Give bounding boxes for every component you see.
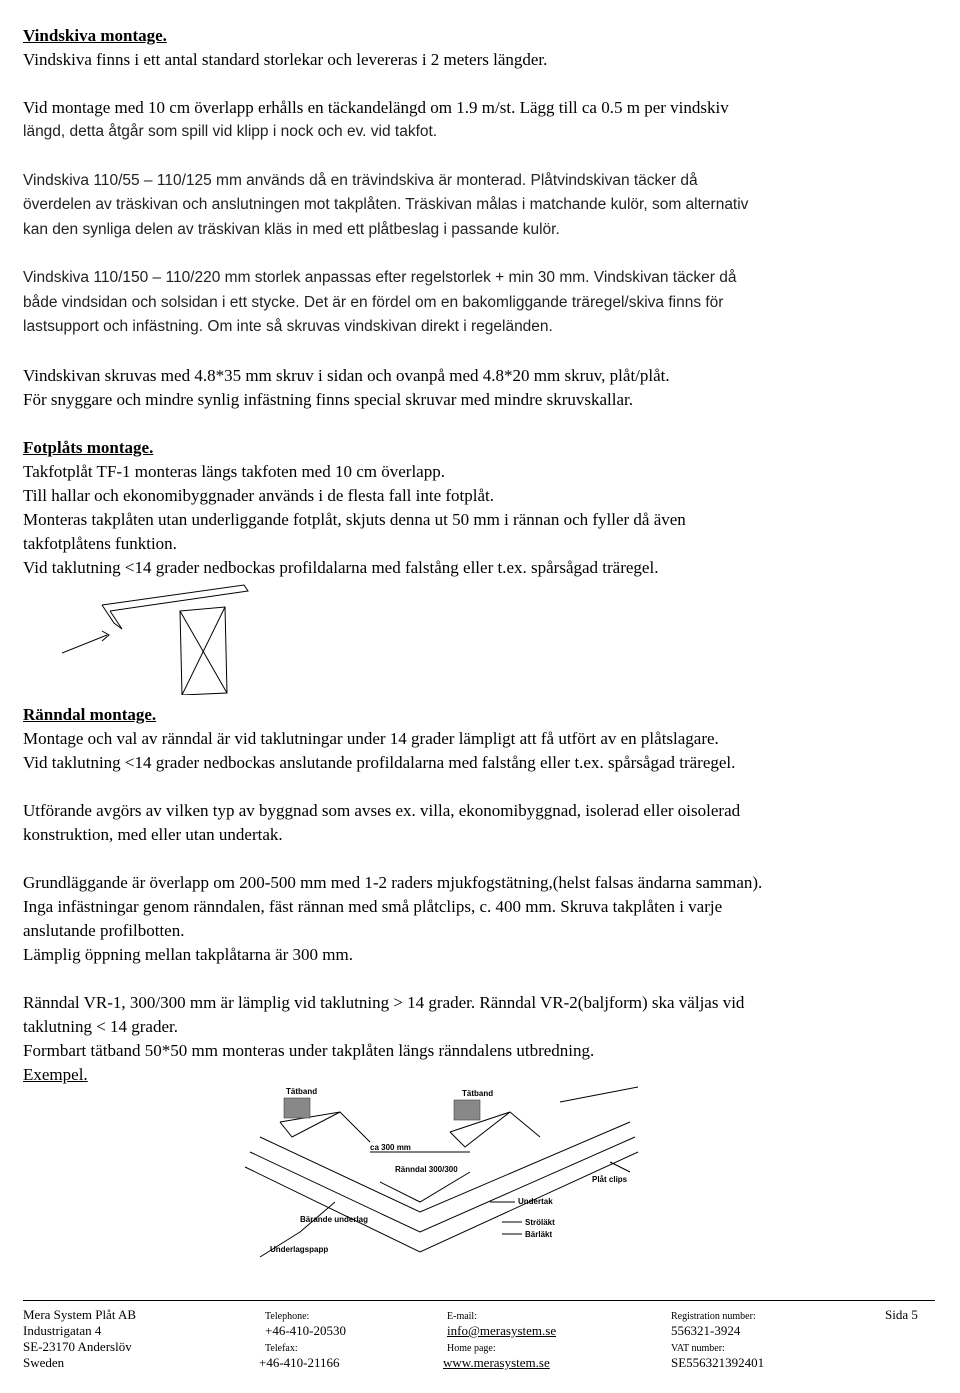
label-barlakt: Bärläkt xyxy=(525,1230,553,1239)
ranndal-section xyxy=(23,703,938,1087)
vat-number: SE556321392401 xyxy=(671,1355,765,1370)
label-ca300: ca 300 mm xyxy=(370,1143,411,1152)
label-ranndal: Ränndal 300/300 xyxy=(395,1165,458,1174)
postal: SE-23170 Anderslöv xyxy=(23,1339,132,1354)
paragraph: Utförande avgörs av vilken typ av byggnad som avses ex. villa, ekonomibyggnad, isolerad eller oisolerad xyxy=(23,801,741,820)
paragraph: Monteras takplåten utan underliggande fotplåt, skjuts denna ut 50 mm i rännan och fyller då även xyxy=(23,509,686,529)
homepage-link[interactable]: www.merasystem.se xyxy=(443,1355,550,1370)
page-number: Sida 5 xyxy=(885,1307,918,1322)
paragraph: Vid taklutning <14 grader nedbockas profildalarna med falstång eller t.ex. spårsågad träregel. xyxy=(23,557,659,577)
label-platclips: Plåt clips xyxy=(592,1175,628,1184)
label-underlagspapp: Underlagspapp xyxy=(270,1245,329,1254)
paragraph: Vindskiva finns i ett antal standard storlekar och levereras i 2 meters längder. xyxy=(23,50,548,69)
label-undertak: Undertak xyxy=(518,1197,553,1206)
paragraph: Vid montage med 10 cm överlapp erhålls en täckandelängd om 1.9 m/st. Lägg till ca 0.5 m per vindskiv xyxy=(23,98,729,117)
label-strolakt: Ströläkt xyxy=(525,1218,555,1227)
paragraph: lastsupport och infästning. Om inte så skruvas vindskivan direkt i regeländen. xyxy=(23,318,553,335)
heading-fotplat: Fotplåts montage. xyxy=(23,437,154,457)
document-body xyxy=(23,24,938,580)
paragraph: För snyggare och mindre synlig infästning finns special skruvar med mindre skruvskallar. xyxy=(23,389,633,409)
paragraph: Lämplig öppning mellan takplåtarna är 300 mm. xyxy=(23,945,353,964)
telephone-label: Telephone: xyxy=(265,1311,310,1322)
paragraph: längd, detta åtgår som spill vid klipp i nock och ev. vid takfot. xyxy=(23,123,438,140)
heading-ranndal: Ränndal montage. xyxy=(23,705,157,724)
paragraph: Till hallar och ekonomibyggnader används i de flesta fall inte fotplåt. xyxy=(23,485,495,505)
telephone: +46-410-20530 xyxy=(265,1323,346,1338)
paragraph: kan den synliga delen av träskivan kläs in med ett plåtbeslag i passande kulör. xyxy=(23,220,560,238)
paragraph: taklutning < 14 grader. xyxy=(23,1017,179,1036)
paragraph: Vindskiva 110/55 – 110/125 mm används då en trävindskiva är monterad. Plåtvindskivan täcker då xyxy=(23,171,698,189)
page-footer xyxy=(23,1300,935,1371)
paragraph: Ränndal VR-1, 300/300 mm är lämplig vid taklutning > 14 grader. Ränndal VR-2(baljform) ska väljas vid xyxy=(23,993,745,1012)
ranndal-diagram xyxy=(240,1082,640,1258)
registration-number: 556321-3924 xyxy=(671,1323,741,1338)
paragraph: takfotplåtens funktion. xyxy=(23,533,177,553)
paragraph: överdelen av träskivan och anslutningen mot takplåten. Träskivan målas i matchande kulör, som alternativ xyxy=(23,196,749,213)
telefax-label: Telefax: xyxy=(265,1343,298,1354)
paragraph: Vindskivan skruvas med 4.8*35 mm skruv i sidan och ovanpå med 4.8*20 mm skruv, plåt/plåt. xyxy=(23,365,670,385)
vat-label: VAT number: xyxy=(671,1343,725,1354)
paragraph: Montage och val av ränndal är vid taklutningar under 14 grader lämpligt att få utfört av en plåtslagare. xyxy=(23,729,719,748)
example-label: Exempel. xyxy=(23,1065,88,1084)
heading-vindskiva: Vindskiva montage. xyxy=(23,26,167,45)
fotplat-illustration xyxy=(62,583,252,695)
paragraph: Takfotplåt TF-1 monteras längs takfoten med 10 cm överlapp. xyxy=(23,461,445,481)
paragraph: Inga infästningar genom ränndalen, fäst rännan med små plåtclips, c. 400 mm. Skruva takplåten i varje xyxy=(23,897,723,916)
street: Industrigatan 4 xyxy=(23,1323,102,1338)
paragraph: Vid taklutning <14 grader nedbockas anslutande profildalarna med falstång eller t.ex. spårsågad träregel. xyxy=(23,753,736,772)
paragraph: anslutande profilbotten. xyxy=(23,921,185,940)
homepage-label: Home page: xyxy=(447,1343,496,1354)
paragraph: Formbart tätband 50*50 mm monteras under takplåten längs ränndalens utbredning. xyxy=(23,1041,595,1060)
paragraph: Vindskiva 110/150 – 110/220 mm storlek anpassas efter regelstorlek + min 30 mm. Vindskivan täcker då xyxy=(23,269,737,286)
label-barande: Bärande underlag xyxy=(300,1215,369,1224)
email-label: E-mail: xyxy=(447,1311,477,1322)
paragraph: Grundläggande är överlapp om 200-500 mm med 1-2 raders mjukfogstätning,(helst falsas ändarna samman). xyxy=(23,873,763,892)
company-name: Mera System Plåt AB xyxy=(23,1307,137,1322)
country: Sweden xyxy=(23,1355,65,1370)
registration-label: Registration number: xyxy=(671,1311,756,1322)
paragraph: konstruktion, med eller utan undertak. xyxy=(23,825,283,844)
telefax: +46-410-21166 xyxy=(259,1355,340,1370)
label-tatband-left: Tätband xyxy=(286,1087,318,1096)
paragraph: både vindsidan och solsidan i ett stycke. Det är en fördel om en bakomliggande träregel/skiva finns för xyxy=(23,293,724,311)
email-link[interactable]: info@merasystem.se xyxy=(447,1323,557,1338)
label-tatband-right: Tätband xyxy=(462,1089,494,1098)
